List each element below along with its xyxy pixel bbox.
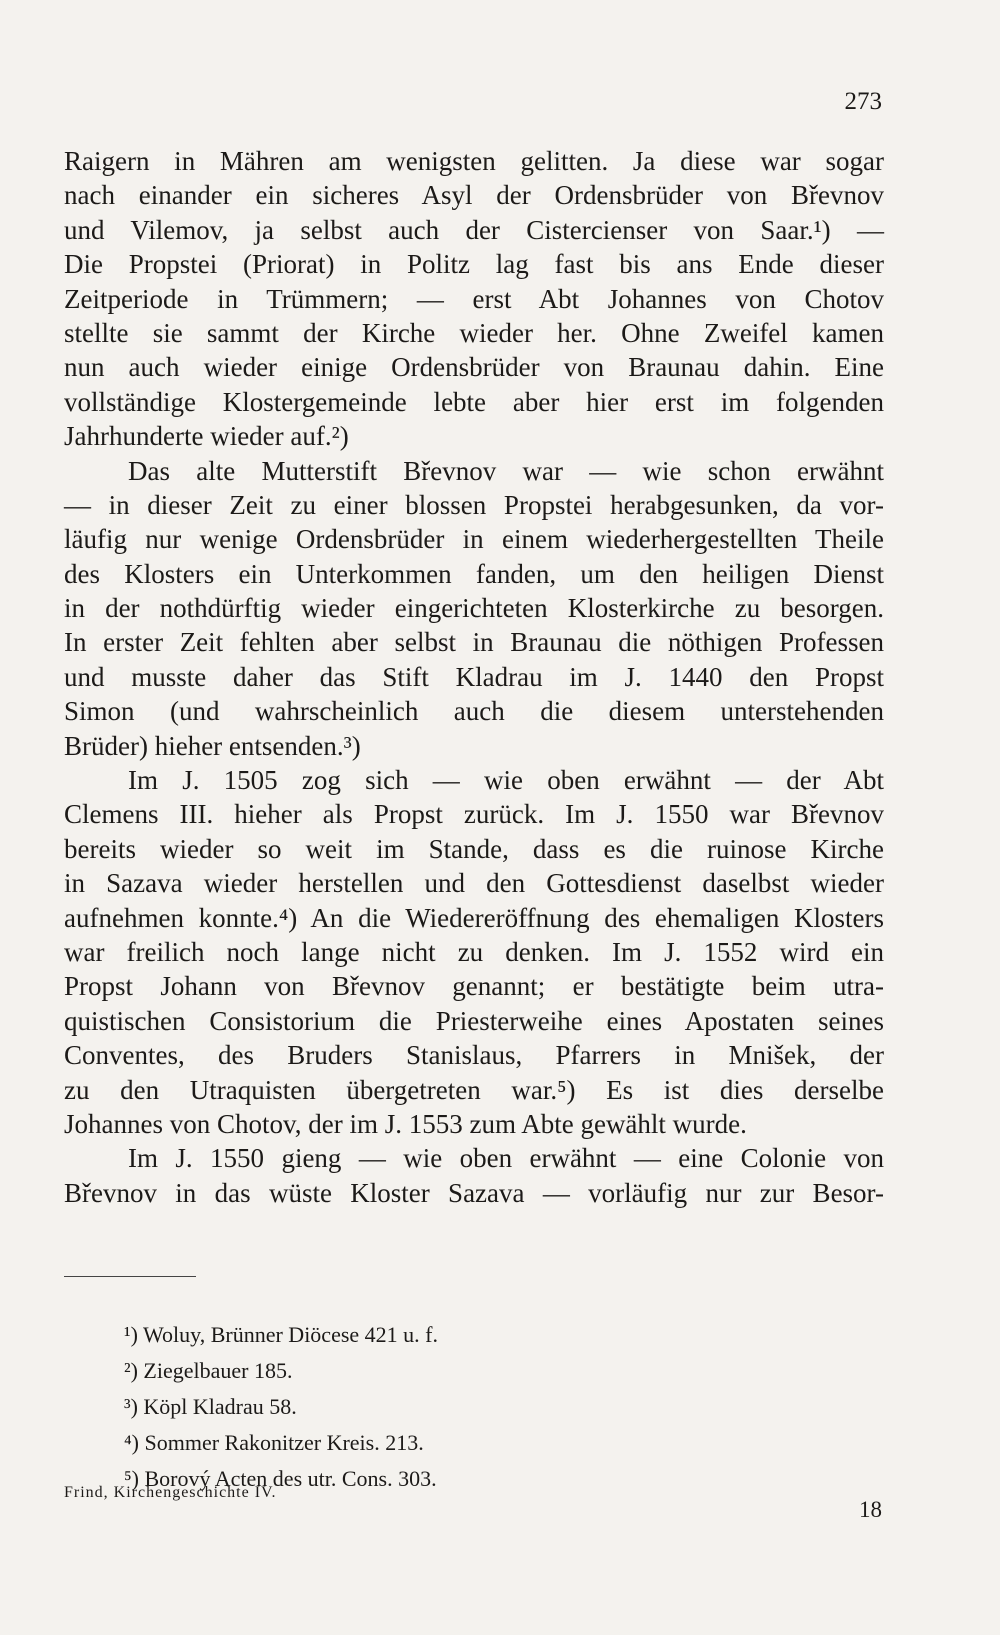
text-line: Die Propstei (Priorat) in Politz lag fast bis ans Ende dieser [64,249,884,280]
text-line: nach einander ein sicheres Asyl der Ordensbrüder von Břevnov [64,180,884,211]
footnote: ²) Ziegelbauer 185. [124,1358,293,1383]
text-line: aufnehmen konnte.⁴) An die Wiedereröffnung des ehemaligen Klosters [64,902,884,933]
text-line: zu den Utraquisten übergetreten war.⁵) Es ist dies derselbe [64,1074,884,1105]
text-line: Simon (und wahrscheinlich auch die diesem unterstehenden [64,696,884,727]
text-line: Břevnov in das wüste Kloster Sazava — vorläufig nur zur Besor- [64,1177,884,1208]
footnote: ⁴) Sommer Rakonitzer Kreis. 213. [124,1430,424,1455]
text-line: in Sazava wieder herstellen und den Gottesdienst daselbst wieder [64,868,884,899]
footnote: ³) Köpl Kladrau 58. [124,1394,297,1419]
text-line: bereits wieder so weit im Stande, dass es die ruinose Kirche [64,833,884,864]
text-line: stellte sie sammt der Kirche wieder her. Ohne Zweifel kamen [64,317,884,348]
text-line: und Vilemov, ja selbst auch der Cistercienser von Saar.¹) — [64,214,884,245]
text-line: Zeitperiode in Trümmern; — erst Abt Johannes von Chotov [64,283,884,314]
text-line: Brüder) hieher entsenden.³) [64,730,361,761]
page-number: 273 [844,88,882,115]
text-line: nun auch wieder einige Ordensbrüder von Braunau dahin. Eine [64,352,884,383]
text-line: quistischen Consistorium die Priesterweihe eines Apostaten seines [64,1005,884,1036]
text-line: war freilich noch lange nicht zu denken. Im J. 1552 wird ein [64,936,884,967]
signature-line: Frind, Kirchengeschichte IV. [64,1484,277,1501]
text-line: Jahrhunderte wieder auf.²) [64,421,349,452]
text-line: vollständige Klostergemeinde lebte aber hier erst im folgenden [64,386,884,417]
text-line: in der nothdürftig wieder eingerichteten Klosterkirche zu besorgen. [64,593,884,624]
footnotes [124,1317,438,1497]
text-line: Das alte Mutterstift Břevnov war — wie schon erwähnt [128,455,884,486]
sheet-number: 18 [859,1497,882,1522]
text-line: und musste daher das Stift Kladrau im J. 1440 den Propst [64,661,884,692]
footnote: ⁵) Borový Acten des utr. Cons. 303. [124,1466,437,1491]
text-line: Propst Johann von Břevnov genannt; er bestätigte beim utra- [64,971,884,1002]
text-line: — in dieser Zeit zu einer blossen Propstei herabgesunken, da vor- [64,489,884,520]
text-line: Im J. 1505 zog sich — wie oben erwähnt — der Abt [128,765,884,796]
text-line: Conventes, des Bruders Stanislaus, Pfarrers in Mnišek, der [64,1040,884,1071]
text-line: Raigern in Mähren am wenigsten gelitten. Ja diese war sogar [64,146,884,176]
text-line: Im J. 1550 gieng — wie oben erwähnt — eine Colonie von [128,1143,884,1174]
text-line: läufig nur wenige Ordensbrüder in einem wiederhergestellten Theile [64,524,884,555]
text-line: Clemens III. hieher als Propst zurück. Im J. 1550 war Břevnov [64,799,884,830]
footnote-divider [64,1276,196,1277]
text-line: Johannes von Chotov, der im J. 1553 zum Abte gewählt wurde. [64,1108,747,1139]
text-line: des Klosters ein Unterkommen fanden, um den heiligen Dienst [64,558,884,589]
text-line: In erster Zeit fehlten aber selbst in Braunau die nöthigen Professen [64,627,884,658]
footnote: ¹) Woluy, Brünner Diöcese 421 u. f. [124,1322,438,1347]
body-text [64,144,884,1210]
